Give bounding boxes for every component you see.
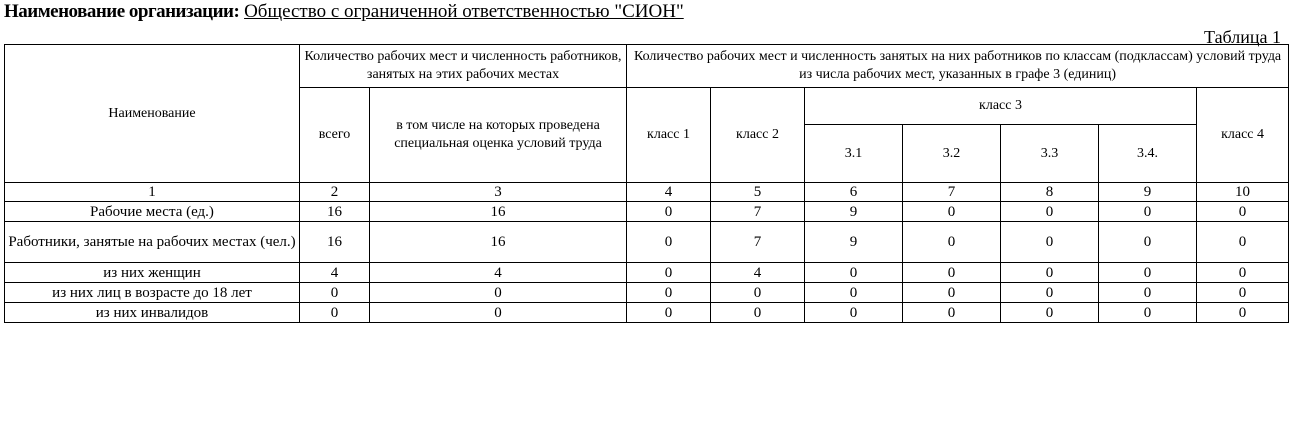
table-cell: 4	[300, 263, 370, 283]
table-cell: 0	[1001, 222, 1099, 263]
table-cell: 0	[300, 303, 370, 323]
column-number: 5	[711, 183, 805, 202]
table-cell: 9	[805, 222, 903, 263]
row-label: Рабочие места (ед.)	[5, 202, 300, 222]
table-cell: 0	[627, 283, 711, 303]
header-name: Наименование	[5, 45, 300, 183]
table-row	[5, 263, 1289, 283]
table-cell: 0	[1197, 303, 1289, 323]
header-subclass-3-2: 3.2	[903, 125, 1001, 183]
table-cell: 0	[370, 283, 627, 303]
header-subclass-3-1: 3.1	[805, 125, 903, 183]
table-cell: 0	[627, 263, 711, 283]
table-cell: 0	[1099, 303, 1197, 323]
header-class-1: класс 1	[627, 88, 711, 183]
table-caption: Таблица 1	[1204, 27, 1281, 47]
table-cell: 0	[627, 222, 711, 263]
table-cell: 0	[711, 303, 805, 323]
column-number: 2	[300, 183, 370, 202]
column-number: 9	[1099, 183, 1197, 202]
table-cell: 0	[300, 283, 370, 303]
table-cell: 0	[370, 303, 627, 323]
table-cell: 0	[1099, 202, 1197, 222]
table-cell: 0	[903, 222, 1001, 263]
table-cell: 7	[711, 222, 805, 263]
column-number: 7	[903, 183, 1001, 202]
table-cell: 0	[1197, 222, 1289, 263]
row-label: Работники, занятые на рабочих местах (чел.)	[5, 222, 300, 263]
table-cell: 0	[627, 303, 711, 323]
table-cell: 0	[1001, 263, 1099, 283]
table-cell: 0	[1099, 263, 1197, 283]
column-number-row	[5, 183, 1289, 202]
organization-name: Общество с ограниченной ответственностью "СИОН"	[244, 1, 684, 22]
row-label: из них лиц в возрасте до 18 лет	[5, 283, 300, 303]
table-cell: 4	[370, 263, 627, 283]
table-cell: 0	[805, 303, 903, 323]
column-number: 4	[627, 183, 711, 202]
table-cell: 0	[1197, 283, 1289, 303]
table-cell: 16	[300, 202, 370, 222]
table-cell: 0	[1099, 222, 1197, 263]
table-cell: 16	[370, 222, 627, 263]
table-row	[5, 222, 1289, 263]
table-row	[5, 303, 1289, 323]
column-number: 3	[370, 183, 627, 202]
table-cell: 0	[1001, 202, 1099, 222]
organization-line	[4, 0, 684, 24]
header-classes-group: Количество рабочих мест и численность занятых на них работников по классам (подклассам) условий труда из числа рабочих мест, указанных в графе 3 (единиц)	[627, 45, 1289, 88]
table-cell: 0	[903, 202, 1001, 222]
header-subclass-3-4: 3.4.	[1099, 125, 1197, 183]
table-cell: 0	[1197, 263, 1289, 283]
header-total: всего	[300, 88, 370, 183]
table-cell: 0	[903, 303, 1001, 323]
organization-label: Наименование организации:	[4, 1, 240, 22]
table-cell: 0	[903, 263, 1001, 283]
table-cell: 0	[627, 202, 711, 222]
row-label: из них инвалидов	[5, 303, 300, 323]
column-number: 10	[1197, 183, 1289, 202]
table-cell: 9	[805, 202, 903, 222]
special-assessment-table	[4, 44, 1289, 323]
table-cell: 4	[711, 263, 805, 283]
table-cell: 0	[1099, 283, 1197, 303]
table-cell: 16	[370, 202, 627, 222]
table-cell: 7	[711, 202, 805, 222]
column-number: 1	[5, 183, 300, 202]
table-row	[5, 283, 1289, 303]
table-cell: 0	[1197, 202, 1289, 222]
table-cell: 0	[711, 283, 805, 303]
header-assessed: в том числе на которых проведена специальная оценка условий труда	[370, 88, 627, 183]
header-class-2: класс 2	[711, 88, 805, 183]
table-cell: 0	[1001, 283, 1099, 303]
header-workplaces-group: Количество рабочих мест и численность работников, занятых на этих рабочих местах	[300, 45, 627, 88]
column-number: 8	[1001, 183, 1099, 202]
table-row	[5, 202, 1289, 222]
header-class-4: класс 4	[1197, 88, 1289, 183]
table-cell: 0	[805, 283, 903, 303]
table-cell: 0	[903, 283, 1001, 303]
column-number: 6	[805, 183, 903, 202]
table-cell: 16	[300, 222, 370, 263]
header-subclass-3-3: 3.3	[1001, 125, 1099, 183]
table-cell: 0	[805, 263, 903, 283]
header-class-3: класс 3	[805, 88, 1197, 125]
table-cell: 0	[1001, 303, 1099, 323]
row-label: из них женщин	[5, 263, 300, 283]
